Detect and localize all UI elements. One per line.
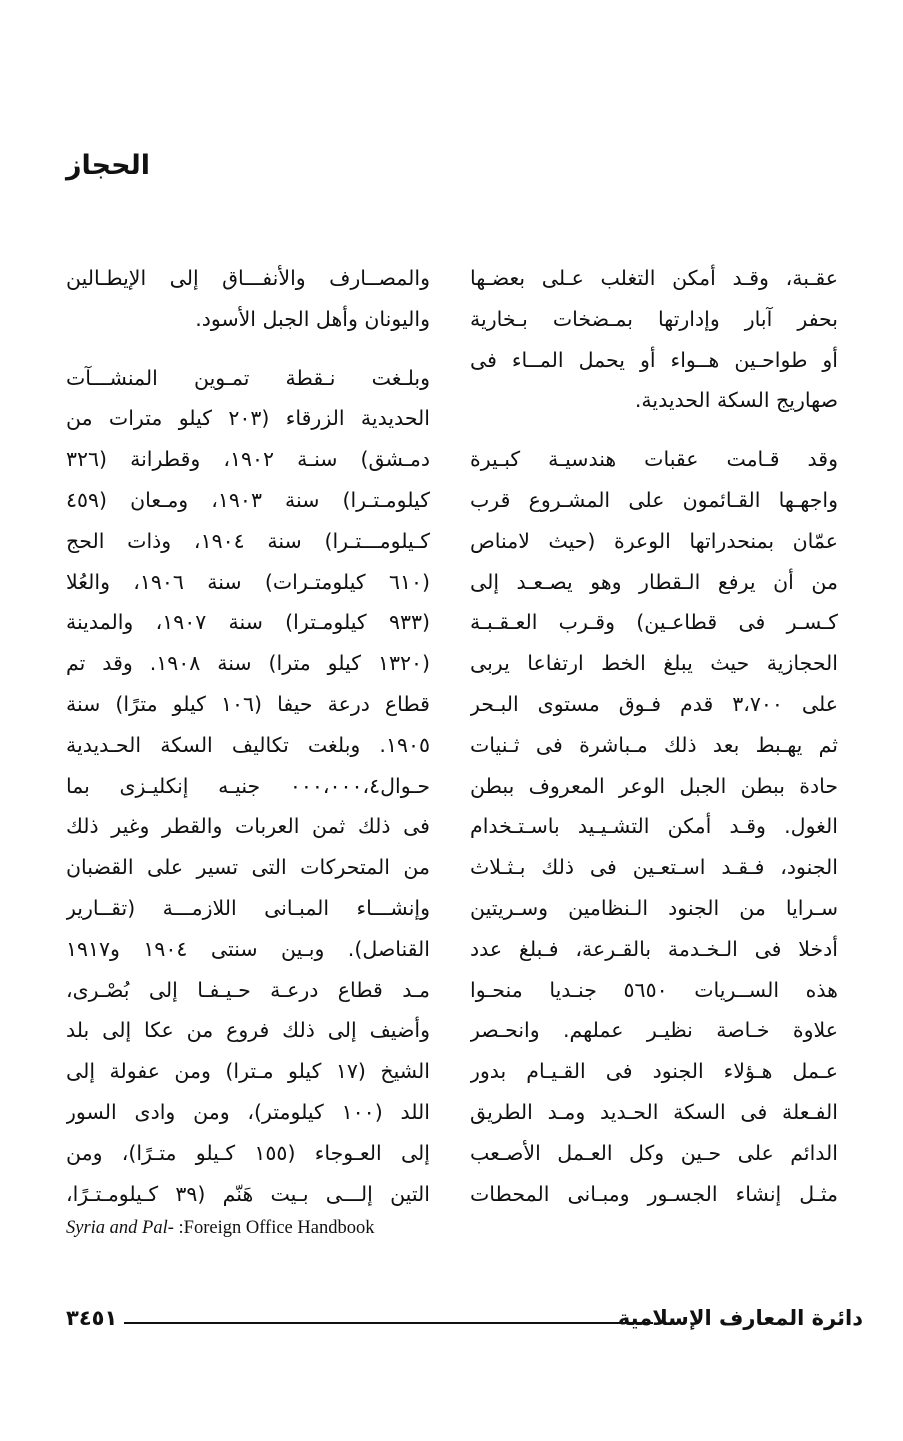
footnote [66, 1210, 430, 1246]
text-line: واجهـها القـائمون على المشـروع قرب [470, 487, 838, 512]
text-line: وإنشـــاء المبـانى اللازمـــة (تقــارير [66, 895, 430, 920]
text-line: القناصل). وبـين سنتى ١٩٠٤ و١٩١٧ [66, 936, 430, 961]
journal-title: دائرة المعارف الإسلامية [617, 1306, 863, 1330]
text-line: وبلـغت نـقطة تمـوين المنشـــآت [66, 365, 430, 390]
footnote-text: :Foreign Office Handbook [173, 1218, 375, 1239]
page-number: ٣٤٥١ [66, 1306, 118, 1330]
text-line: الغول. وقـد أمكن التشـيـيد باسـتـخدام [470, 814, 838, 839]
text-line: فى ذلك ثمن العربات والقطر وغير ذلك [66, 814, 430, 839]
paragraph-gap [66, 340, 430, 358]
text-line: الشيخ (١٧ كيلو مـترا) ومن عفولة إلى [66, 1059, 430, 1084]
text-line: واليونان وأهل الجبل الأسود. [195, 306, 430, 331]
text-line: من المتحركات التى تسير على القضبان [66, 855, 430, 880]
text-line: من أن يرفع الـقطار وهو يصـعـد إلى [470, 569, 838, 594]
text-line: حادة ببطن الجبل الوعر المعروف ببطن [470, 773, 838, 798]
text-line: الحديدية الزرقاء (٢٠٣ كيلو مترات من [66, 406, 430, 431]
text-line: عمّان بمنحدراتها الوعرة (حيث لامناص [470, 528, 838, 553]
text-line: كـسـر فى قطاعـين) وقـرب العـقـبـة [470, 610, 838, 635]
text-line: الدائم على حـين وكل العـمل الأصـعب [470, 1140, 838, 1165]
text-line: بحفر آبار وإدارتها بمـضخات بـخارية [470, 306, 838, 331]
text-line: (٦١٠ كيلومتـرات) سنة ١٩٠٦، والعُلا [66, 569, 430, 594]
text-line: هذه الســريات ٥٦٥٠ جنـديا منحـوا [470, 977, 838, 1002]
footnote-italic: Syria and Pal- [66, 1218, 174, 1239]
text-line: (٩٣٣ كيلومـترا) سنة ١٩٠٧، والمدينة [66, 610, 430, 635]
text-line: الفـعلة فى السكة الحـديد ومـد الطريق [470, 1099, 838, 1124]
paragraph [470, 258, 838, 421]
right-column [470, 258, 838, 1214]
text-line: (١٣٢٠ كيلو مترا) سنة ١٩٠٨. وقد تم [66, 651, 430, 676]
text-line: كيلومـتـرا) سنة ١٩٠٣، ومـعان (٤٥٩ [66, 487, 430, 512]
text-line: ١٩٠٥. وبلغت تكاليف السكة الحـديدية [66, 732, 430, 757]
text-line: مـد قطاع درعـة حـيـفـا إلى بُصْـرى، [66, 977, 430, 1002]
text-line: حـوال٠٠٠،٠٠٠،٤ جنيـه إنكليـزى بما [66, 773, 430, 798]
text-line: صهاريج السكة الحديدية. [634, 388, 838, 413]
text-line: علاوة خـاصة نظيـر عملهم. وانحـصر [470, 1018, 838, 1043]
text-line: أو طواحـين هــواء أو يحمل المــاء فى [470, 347, 838, 372]
text-line: قطاع درعة حيفا (١٠٦ كيلو مترًا) سنة [66, 691, 430, 716]
text-line: والمصــارف والأنفـــاق إلى الإيطـالين [66, 266, 430, 290]
paragraph [470, 439, 838, 1214]
text-line: الجنود، فـقـد اسـتعـين فى ذلك بـثـلاث [470, 855, 838, 880]
text-line: وقد قـامت عقبات هندسيـة كبـيرة [470, 447, 838, 472]
text-line: عقـبة، وقـد أمكن التغلب عـلى بعضـها [470, 266, 838, 290]
left-column [66, 258, 430, 1246]
text-line: الحجازية حيث يبلغ الخط ارتفاعا يربى [470, 651, 838, 676]
paragraph [66, 258, 430, 340]
footer-rule [124, 1322, 653, 1324]
paragraph [66, 358, 430, 1215]
text-line: وأضيف إلى ذلك فروع من عكا إلى بلد [66, 1018, 430, 1043]
text-line: دمـشق) سنـة ١٩٠٢، وقطرانة (٣٢٦ [66, 447, 430, 472]
text-line: ثم يهـبط بعد ذلك مـباشرة فى ثـنيات [470, 732, 838, 757]
text-line: مثـل إنشاء الجسـور ومبـانى المحطات [470, 1181, 838, 1206]
running-head: الحجاز [66, 150, 150, 181]
text-line: اللد (١٠٠ كيلومتر)، ومن وادى السور [66, 1099, 430, 1124]
paragraph-gap [470, 421, 838, 439]
text-line: أدخلا فى الـخـدمة بالقـرعة، فـبلغ عدد [470, 936, 838, 961]
text-line: كـيلومـــتـرا) سنة ١٩٠٤، وذات الحج [66, 528, 430, 553]
text-line: إلى العـوجاء (١٥٥ كـيلو متـرًا)، ومن [66, 1140, 430, 1165]
text-line: سـرايا من الجنود الـنظامين وسـريتين [470, 895, 838, 920]
page-footer [66, 1300, 863, 1336]
text-line: على ٣،٧٠٠ قدم فـوق مستوى البـحر [470, 691, 838, 716]
text-line: التين إلـــى بـيت هَنّم (٣٩ كـيلومـتـرًا، [66, 1181, 430, 1206]
text-line: عـمل هـؤلاء الجنود فى القـيـام بدور [470, 1059, 838, 1084]
